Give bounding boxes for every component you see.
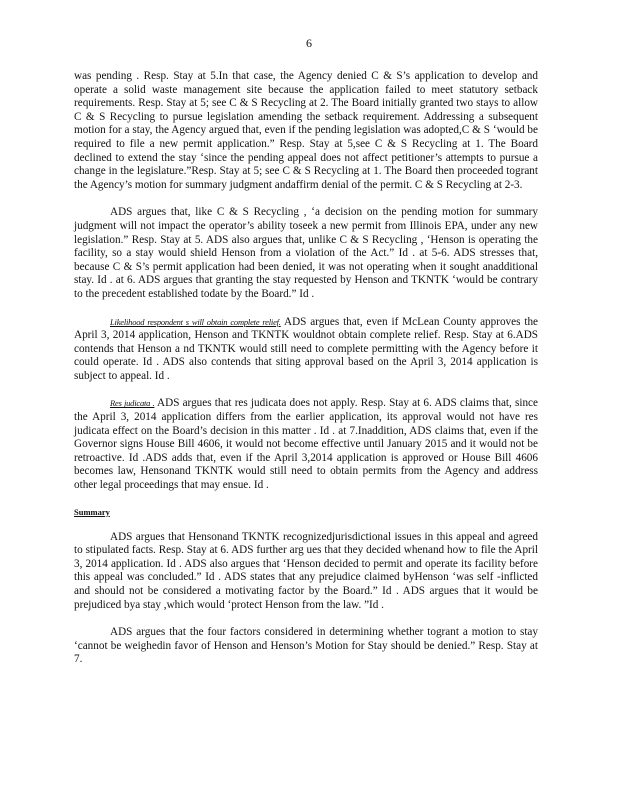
likelihood-heading: Likelihood respondent s will obtain complete relief. [110, 316, 281, 327]
paragraph-1: was pending . Resp. Stay at 5.In that case, the Agency denied C & S’s application to develop and operate a solid waste management site because the application failed to meet statutory setback requirements. Resp. Stay at 5; see C & S Recycling at 2. The Board initially granted two stays to allow C & S Recycling to pursue legislation amending the setback requirement. Addressing a subsequent motion for a stay, the Agency argued that, even if the pending legislation was adopted,C & S ‘would be required to file a new permit application.” Resp. Stay at 5,see C & S Recycling at 1. The Board declined to extend the stay ‘since the pending appeal does not affect petitioner’s attempts to pursue a change in the legislature.”Resp. Stay at 5; see C & S Recycling at 1. The Board then proceeded togrant the Agency’s motion for summary judgment andaffirm denial of the permit. C & S Recycling at 2-3. [74, 70, 538, 191]
paragraph-4-text: ADS argues that res judicata does not apply. Resp. Stay at 6. ADS claims that, since the April 3, 2014 application differs from the earlier application, its approval would not have res judicata effect on the Board’s decision in this matter . Id . at 7.Inaddition, ADS claims that, even if the Governor signs House Bill 4606, it would not become effective until January 2015 and it would not be retroactive. Id .ADS adds that, even if the April 3,2014 application is approved or House Bill 4606 becomes law, Hensonand TKNTK would still need to obtain permits from the Agency and address other legal proceedings that may ensue. Id . [74, 397, 538, 492]
summary-heading: Summary [74, 506, 110, 517]
res-judicata-heading: Res judicata . [110, 398, 155, 409]
paragraph-3 [74, 316, 538, 384]
page-number: 6 [306, 36, 312, 50]
document-body [74, 70, 538, 681]
paragraph-3-text: ADS argues that, even if McLean County approves the April 3, 2014 application, Henson and TKNTK wouldnot obtain complete relief. Resp. Stay at 6.ADS contends that Henson a nd TKNTK would still need to complete permitting with the Agency before it could operate. Id . ADS also contends that siting approval based on the April 3, 2014 application is subject to appeal. Id . [74, 315, 538, 382]
paragraph-6: ADS argues that the four factors considered in determining whether togrant a motion to stay ‘cannot be weighedin favor of Henson and Henson’s Motion for Stay should be denied.” Resp. Stay at 7. [74, 626, 538, 666]
paragraph-4 [74, 397, 538, 492]
paragraph-2: ADS argues that, like C & S Recycling , ‘a decision on the pending motion for summary judgment will not impact the operator’s ability toseek a new permit from Illinois EPA, under any new legislation.” Resp. Stay at 5. ADS also argues that, unlike C & S Recycling , ‘Henson is operating the facility, so a stay would shield Henson from a violation of the Act.” Id . at 5-6. ADS stresses that, because C & S’s permit application had been denied, it was not operating when it sought anadditional stay. Id . at 6. ADS argues that granting the stay requested by Henson and TKNTK ‘would be contrary to the precedent established todate by the Board.” Id . [74, 206, 538, 300]
paragraph-5: ADS argues that Hensonand TKNTK recognizedjurisdictional issues in this appeal and agreed to stipulated facts. Resp. Stay at 6. ADS further arg ues that they decided whenand how to file the April 3, 2014 application. Id . ADS also argues that ‘Henson decided to permit and operate its facility before this appeal was concluded.” Id . ADS states that any prejudice claimed byHenson ‘was self -inflicted and should not be considered a motivating factor by the Board.” Id . ADS argues that it would be prejudiced bya stay ,which would ‘protect Henson from the law. ”Id . [74, 530, 538, 611]
